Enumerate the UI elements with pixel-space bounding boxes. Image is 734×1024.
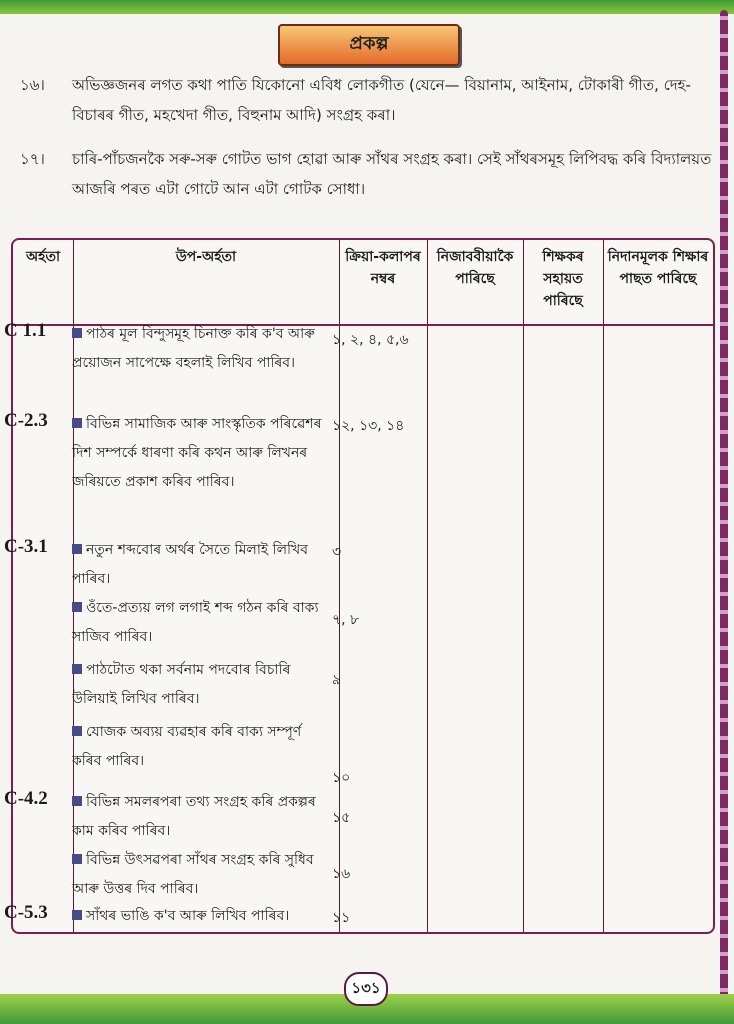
sub-competency-item: পাঠৰ মূল বিন্দুসমূহ চিনাক্ত কৰি ক'ব আৰু প্ৰয়োজন সাপেক্ষে বহলাই লিখিব পাৰিব। [72,326,315,371]
activity-number: ১১ [332,910,351,926]
header-teacher-help: শিক্ষকৰ সহায়ত পাৰিছে [542,249,584,309]
activity-number: ১৬ [332,866,351,882]
activity-number: ৭, ৮ [332,612,360,628]
header-sub-competency: উপ-অৰ্হতা [175,249,237,265]
bullet-square-icon [72,664,82,674]
competency-code: C 1.1 [4,320,47,341]
activity-number: ১০ [332,770,351,786]
competency-code: C-2.3 [4,410,48,431]
activity-number: ৯ [332,672,342,688]
header-after-remedial: নিদানমূলক শিক্ষাৰ পাছত পাৰিছে [607,249,709,287]
activity-number: ১২, ১৩, ১৪ [332,418,405,434]
header-competency: অৰ্হতা [25,249,61,265]
project-text: চাৰি-পাঁচজনকৈ সৰু-সৰু গোটত ভাগ হোৱা আৰু সাঁথৰ সংগ্ৰহ কৰা। সেই সাঁথৰসমূহ লিপিবদ্ধ কৰি বিদ্যালয়ত আজৰি পৰত এটা গোটে আন এটা গোটক সোধা। [72,150,712,198]
activity-number: ১, ২, ৪, ৫,৬ [332,332,409,348]
activity-number: ১৫ [332,810,351,826]
header-self-done: নিজাববীয়াকৈ পাৰিছে [436,249,514,287]
sub-competency-item: নতুন শব্দবোৰ অৰ্থৰ সৈতে মিলাই লিখিব পাৰিব। [72,542,309,587]
sub-competency-item: বিভিন্ন সামাজিক আৰু সাংস্কৃতিক পৰিৱেশৰ দিশ সম্পৰ্কে ধাৰণা কৰি কথন আৰু লিখনৰ জৰিয়তে প্ৰকাশ কৰিব পাৰিব। [72,416,322,490]
project-text: অভিজ্ঞজনৰ লগত কথা পাতি যিকোনো এবিধ লোকগীত (যেনে— বিয়ানাম, আইনাম, টোকাৰী গীত, দেহ-বিচাৰৰ গীত, মহখেদা গীত, বিহুনাম আদি) সংগ্ৰহ কৰা। [72,76,691,124]
top-decorative-bar [0,0,734,14]
competency-code: C-4.2 [4,788,48,809]
bullet-square-icon [72,418,82,428]
competency-code: C-5.3 [4,902,48,923]
header-activity-number: ক্ৰিয়া-কলাপৰ নম্বৰ [345,249,421,287]
bullet-square-icon [72,854,82,864]
page-number: ১৩১ [344,972,388,1006]
bullet-square-icon [72,602,82,612]
activity-number: ৩ [332,544,342,560]
bullet-square-icon [72,726,82,736]
sub-competency-item: যোজক অব্যয় ব্যৱহাৰ কৰি বাক্য সম্পূৰ্ণ কৰিব পাৰিব। [72,724,302,769]
sub-competency-item: পাঠটোত থকা সৰ্বনাম পদবোৰ বিচাৰি উলিয়াই লিখিব পাৰিব। [72,662,291,707]
sub-competency-item: বিভিন্ন সমলৰপৰা তথ্য সংগ্ৰহ কৰি প্ৰকল্পৰ কাম কৰিব পাৰিব। [72,794,316,839]
bullet-square-icon [72,796,82,806]
bullet-square-icon [72,544,82,554]
project-banner: প্ৰকল্প [278,24,460,66]
project-item [20,144,720,206]
bullet-square-icon [72,910,82,920]
sub-competency-item: ওঁতে-প্ৰত্যয় লগ লগাই শব্দ গঠন কৰি বাক্য সাজিব পাৰিব। [72,600,319,645]
competency-code: C-3.1 [4,536,48,557]
project-number: ১৬। [20,76,45,94]
sub-competency-item: সাঁথৰ ভাঙি ক'ব আৰু লিখিব পাৰিব। [72,902,330,931]
project-number: ১৭। [20,150,45,168]
project-item [20,70,720,132]
sub-competency-item: বিভিন্ন উৎসৱপৰা সাঁথৰ সংগ্ৰহ কৰি সুধিব আৰু উত্তৰ দিব পাৰিব। [72,852,314,897]
bullet-square-icon [72,328,82,338]
